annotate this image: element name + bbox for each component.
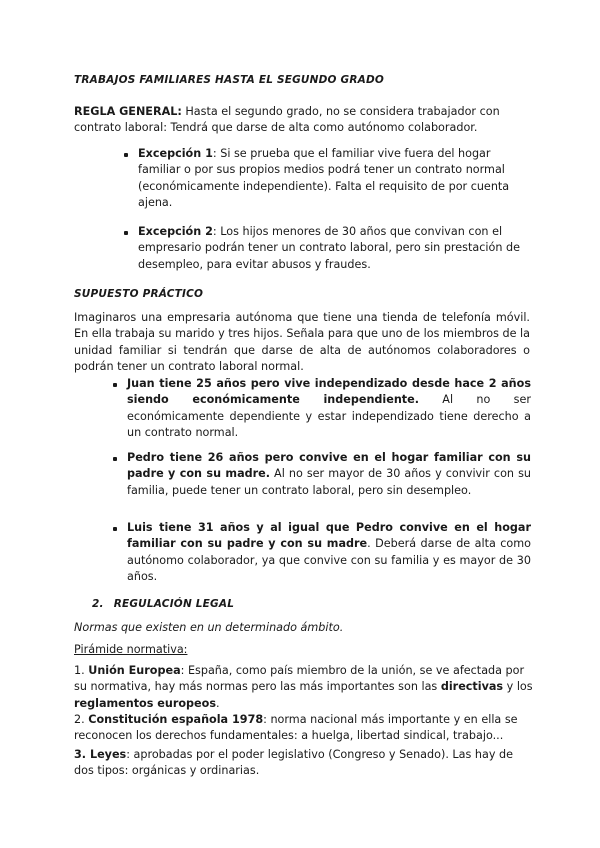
regulation-subtitle: Normas que existen en un determinado ámbito. — [74, 621, 344, 634]
section-title-regulacion-legal — [92, 598, 234, 610]
pyramid-item-1 — [74, 663, 534, 712]
pyramid-label: Pirámide normativa: — [74, 643, 188, 656]
section-title-text: REGULACIÓN LEGAL — [113, 598, 235, 610]
pyramid-item-2 — [74, 712, 534, 745]
item-bold: Unión Europea — [88, 664, 181, 677]
case-bold: Juan tiene 25 años pero vive independizado desde hace 2 años siendo económicamente independiente. — [127, 377, 531, 407]
item-text: : aprobadas por el poder legislativo (Congreso y Senado). Las hay de dos tipos: orgánicas y ordinarias. — [74, 748, 514, 778]
case-intro-paragraph: Imaginaros una empresaria autónoma que tiene una tienda de telefonía móvil. En ella trabaja su marido y tres hijos. Señala para que uno de los miembros de la unidad familiar si tendrán que darse de alta de autónomos colaboradores o podrán tener un contrato laboral normal. — [74, 311, 530, 373]
pyramid-item-3 — [74, 747, 534, 780]
cases-list — [113, 520, 531, 585]
section-title-trabajos-familiares: TRABAJOS FAMILIARES HASTA EL SEGUNDO GRADO — [74, 74, 385, 86]
section-number: 2. — [92, 598, 104, 610]
list-item — [113, 376, 531, 441]
case-text: Al no ser económicamente dependiente y estar independizado tiene derecho a un contrato normal. — [127, 393, 531, 439]
item-bold: reglamentos europeos — [74, 696, 216, 710]
exceptions-list — [124, 146, 532, 273]
exception-text: : Los hijos menores de 30 años que convivan con el empresario podrán tener un contrato laboral, pero sin prestación de desempleo, para evitar abusos y fraudes. — [138, 225, 520, 271]
section-title-supuesto-practico: SUPUESTO PRÁCTICO — [74, 288, 204, 300]
item-bold: Constitución española 1978 — [88, 713, 264, 726]
exception-text: : Si se prueba que el familiar vive fuera del hogar familiar o por sus propios medios podrá tener un contrato normal (económicamente independiente). Falta el requisito de por cuenta ajena. — [138, 147, 510, 209]
case-bold: Luis tiene 31 años y al igual que Pedro convive en el hogar familiar con su padre y con su madre — [127, 521, 531, 551]
item-text: : España, como país miembro de la unión, se ve afectada por su normativa, hay más normas pero las más importantes son las — [74, 664, 525, 694]
general-rule-text: Hasta el segundo grado, no se considera trabajador con contrato laboral: Tendrá que darse de alta como autónomo colaborador. — [74, 105, 500, 135]
item-number: 2. — [74, 713, 89, 726]
cases-list — [113, 450, 531, 499]
case-text: . Deberá darse de alta como autónomo colaborador, ya que convive con su familia y es mayor de 30 años. — [127, 537, 531, 583]
exception-label: Excepción 1 — [138, 147, 213, 160]
list-item — [113, 450, 531, 499]
item-bold: Leyes — [89, 748, 127, 761]
general-rule-label: REGLA GENERAL: — [74, 105, 182, 118]
list-item — [124, 224, 532, 273]
item-number: 3. — [74, 748, 90, 761]
item-text: . — [216, 696, 220, 710]
item-number: 1. — [74, 664, 89, 677]
list-item — [113, 520, 531, 585]
item-text: : norma nacional más importante y en ella se reconocen los derechos fundamentales: a huelga, libertad sindical, trabajo... — [74, 713, 518, 743]
item-bold: directivas — [440, 680, 504, 694]
cases-list — [113, 376, 531, 441]
list-item — [124, 146, 532, 211]
case-text: Al no ser mayor de 30 años y convivir con su familia, puede tener un contrato laboral, pero sin desempleo. — [127, 467, 531, 497]
item-text: y los — [503, 680, 533, 694]
general-rule-paragraph — [74, 104, 534, 137]
case-bold: Pedro tiene 26 años pero convive en el hogar familiar con su padre y con su madre. — [127, 451, 531, 481]
exception-label: Excepción 2 — [138, 225, 213, 239]
